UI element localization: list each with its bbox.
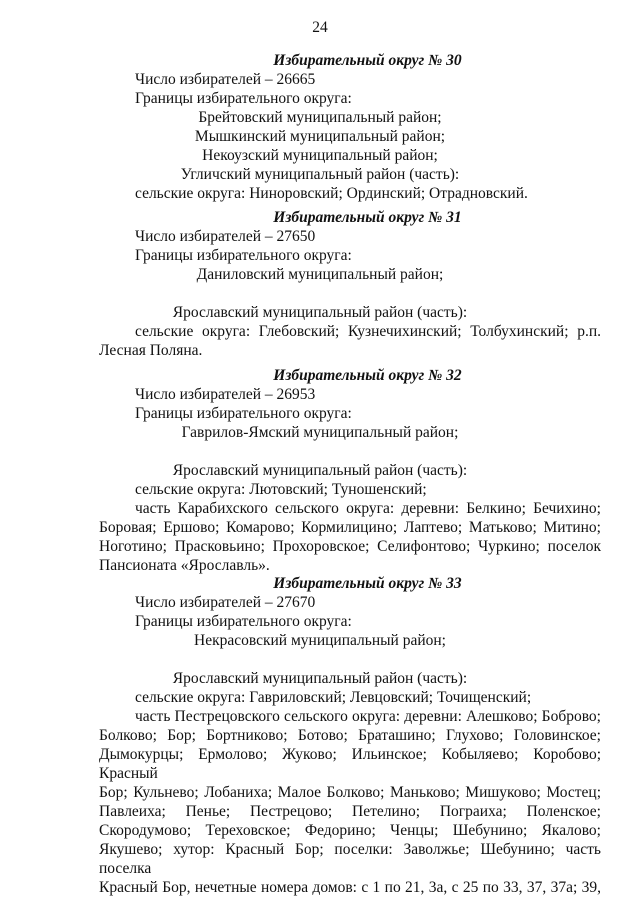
district-32-para-line-1: часть Карабихского сельского округа: деревни: Белкино; Бечихино; xyxy=(135,500,601,517)
district-32-line-2: Ярославский муниципальный район (часть): xyxy=(172,462,468,479)
district-31-section xyxy=(0,208,640,360)
district-31-line-3b: Лесная Поляна. xyxy=(99,342,203,359)
district-32-para-line-3: Ноготино; Прасковьино; Прохоровское; Селифонтово; Чуркино; поселок xyxy=(99,538,601,555)
district-30-line-3: Некоузский муниципальный район; xyxy=(202,147,438,164)
district-33-line-2: Ярославский муниципальный район (часть): xyxy=(172,670,468,687)
district-32-heading: Избирательный округ № 32 xyxy=(273,367,462,384)
district-33-para-line-6: Скородумово; Тереховское; Федорино; Ченцы; Шебунино; Якалово; xyxy=(99,822,601,839)
district-30-section xyxy=(0,51,640,203)
district-30-line-2: Мышкинский муниципальный район; xyxy=(194,128,446,145)
district-31-line-2: Ярославский муниципальный район (часть): xyxy=(172,304,468,321)
district-30-line-5: сельские округа: Ниноровский; Ординский; Отрадновский. xyxy=(135,185,528,202)
district-33-section xyxy=(0,574,640,897)
district-33-para-line-7: Якушево; хутор: Красный Бор; поселки: Заволжье; Шебунино; часть поселка xyxy=(99,841,601,877)
district-33-para-line-4: Бор; Кульнево; Лобаниха; Малое Болково; Маньково; Мишуково; Мостец; xyxy=(99,784,601,801)
district-32-voters: Число избирателей – 26953 xyxy=(135,386,316,403)
district-30-line-4: Угличский муниципальный район (часть): xyxy=(180,166,460,183)
district-33-heading: Избирательный округ № 33 xyxy=(273,575,462,592)
page-number: 24 xyxy=(312,19,328,36)
district-31-voters: Число избирателей – 27650 xyxy=(135,228,316,245)
district-33-para-line-3: Дымокурцы; Ермолово; Жуково; Ильинское; Кобыляево; Коробово; Красный xyxy=(99,746,601,782)
district-32-line-1: Гаврилов-Ямский муниципальный район; xyxy=(181,424,459,441)
district-30-heading: Избирательный округ № 30 xyxy=(273,52,462,69)
district-33-para-line-2: Болково; Бор; Бортниково; Ботово; Браташино; Глухово; Головинское; xyxy=(99,727,601,744)
district-32-para-line-4: Пансионата «Ярославль». xyxy=(99,557,270,574)
district-31-line-1: Даниловский муниципальный район; xyxy=(196,266,444,283)
district-33-voters: Число избирателей – 27670 xyxy=(135,594,316,611)
district-31-heading: Избирательный округ № 31 xyxy=(273,209,462,226)
district-33-para-line-8: Красный Бор, нечетные номера домов: с 1 по 21, 3а, с 25 по 33, 37, 37а; 39, xyxy=(99,879,601,896)
district-32-section xyxy=(0,366,640,575)
district-30-voters: Число избирателей – 26665 xyxy=(135,71,316,88)
district-31-bounds: Границы избирательного округа: xyxy=(135,247,352,264)
district-32-bounds: Границы избирательного округа: xyxy=(135,405,352,422)
district-32-para-line-2: Боровая; Ершово; Комарово; Кормилицино; Лаптево; Матьково; Митино; xyxy=(99,519,601,536)
district-32-line-3: сельские округа: Лютовский; Туношенский; xyxy=(135,481,427,498)
district-30-line-1: Брейтовский муниципальный район; xyxy=(198,109,442,126)
district-30-bounds: Границы избирательного округа: xyxy=(135,90,352,107)
district-33-line-3: сельские округа: Гавриловский; Левцовский; Точищенский; xyxy=(135,689,532,706)
district-31-line-3a: сельские округа: Глебовский; Кузнечихинский; Толбухинский; р.п. xyxy=(135,323,601,340)
district-33-para-line-1: часть Пестрецовского сельского округа: деревни: Алешково; Боброво; xyxy=(135,708,601,725)
district-33-bounds: Границы избирательного округа: xyxy=(135,613,352,630)
district-33-line-1: Некрасовский муниципальный район; xyxy=(194,632,446,649)
district-33-para-line-5: Павлеиха; Пенье; Пестрецово; Петелино; Пограиха; Поленское; xyxy=(99,803,601,820)
